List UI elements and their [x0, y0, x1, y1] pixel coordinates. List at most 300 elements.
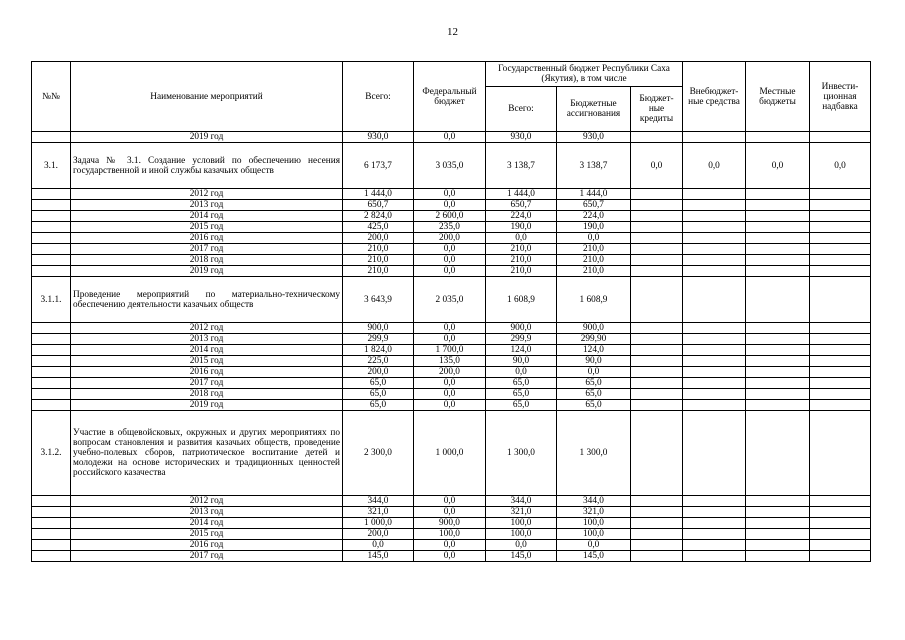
year-label: 2015 год	[71, 529, 343, 540]
empty-cell	[746, 334, 810, 345]
empty-cell	[631, 132, 683, 143]
section-total: 2 300,0	[343, 411, 414, 496]
empty-cell	[810, 266, 871, 277]
empty-cell	[810, 323, 871, 334]
empty-cell	[810, 200, 871, 211]
empty-cell	[631, 323, 683, 334]
year-state-assign: 65,0	[557, 400, 631, 411]
year-state-total: 321,0	[486, 507, 557, 518]
year-state-total: 0,0	[486, 233, 557, 244]
empty-cell	[631, 367, 683, 378]
empty-cell	[683, 529, 746, 540]
year-num-cell	[32, 367, 71, 378]
year-state-total: 65,0	[486, 389, 557, 400]
year-federal: 0,0	[414, 540, 486, 551]
year-total: 299,9	[343, 334, 414, 345]
empty-cell	[746, 529, 810, 540]
header-federal: Федеральный бюджет	[414, 62, 486, 132]
year-label: 2015 год	[71, 222, 343, 233]
year-num-cell	[32, 266, 71, 277]
year-label: 2013 год	[71, 334, 343, 345]
year-label: 2017 год	[71, 244, 343, 255]
empty-cell	[683, 255, 746, 266]
year-state-total: 65,0	[486, 378, 557, 389]
empty-cell	[746, 222, 810, 233]
year-state-assign: 90,0	[557, 356, 631, 367]
empty-cell	[810, 367, 871, 378]
table-header	[32, 62, 871, 132]
year-federal: 0,0	[414, 200, 486, 211]
year-num-cell	[32, 233, 71, 244]
year-state-total: 210,0	[486, 244, 557, 255]
year-state-assign: 299,90	[557, 334, 631, 345]
year-federal: 0,0	[414, 323, 486, 334]
empty-cell	[631, 244, 683, 255]
empty-cell	[746, 540, 810, 551]
empty-cell	[631, 507, 683, 518]
empty-cell	[683, 222, 746, 233]
year-state-total: 210,0	[486, 255, 557, 266]
year-num-cell	[32, 529, 71, 540]
section-state-credit	[631, 277, 683, 323]
year-federal: 0,0	[414, 244, 486, 255]
section-title: Задача № 3.1. Создание условий по обеспечению несения государственной и иной службы казачьих обществ	[71, 143, 343, 189]
empty-cell	[746, 266, 810, 277]
year-state-assign: 145,0	[557, 551, 631, 562]
year-row	[32, 233, 871, 244]
empty-cell	[746, 345, 810, 356]
empty-cell	[631, 389, 683, 400]
year-label: 2019 год	[71, 400, 343, 411]
empty-cell	[810, 529, 871, 540]
empty-cell	[631, 334, 683, 345]
empty-cell	[810, 132, 871, 143]
header-state-credit: Бюджет-ные кредиты	[631, 87, 683, 132]
section-num: 3.1.1.	[32, 277, 71, 323]
year-row	[32, 132, 871, 143]
year-row	[32, 222, 871, 233]
year-federal: 200,0	[414, 367, 486, 378]
empty-cell	[683, 244, 746, 255]
empty-cell	[631, 233, 683, 244]
year-label: 2016 год	[71, 367, 343, 378]
header-invest: Инвести-ционная надбавка	[810, 62, 871, 132]
header-num: №№	[32, 62, 71, 132]
empty-cell	[631, 540, 683, 551]
year-state-total: 100,0	[486, 518, 557, 529]
year-row	[32, 518, 871, 529]
empty-cell	[746, 132, 810, 143]
year-federal: 0,0	[414, 132, 486, 143]
year-state-total: 210,0	[486, 266, 557, 277]
year-total: 1 824,0	[343, 345, 414, 356]
year-federal: 900,0	[414, 518, 486, 529]
year-row	[32, 200, 871, 211]
empty-cell	[631, 496, 683, 507]
empty-cell	[810, 334, 871, 345]
year-total: 425,0	[343, 222, 414, 233]
section-state-total: 1 608,9	[486, 277, 557, 323]
empty-cell	[683, 334, 746, 345]
section-extra: 0,0	[683, 143, 746, 189]
year-num-cell	[32, 345, 71, 356]
year-state-assign: 930,0	[557, 132, 631, 143]
empty-cell	[746, 378, 810, 389]
empty-cell	[810, 518, 871, 529]
year-state-total: 65,0	[486, 400, 557, 411]
year-state-total: 930,0	[486, 132, 557, 143]
year-state-total: 124,0	[486, 345, 557, 356]
year-num-cell	[32, 222, 71, 233]
section-invest	[810, 411, 871, 496]
section-title: Проведение мероприятий по материально-техническому обеспечению деятельности казачьих обществ	[71, 277, 343, 323]
year-label: 2014 год	[71, 211, 343, 222]
year-total: 930,0	[343, 132, 414, 143]
empty-cell	[746, 496, 810, 507]
year-total: 210,0	[343, 244, 414, 255]
year-state-assign: 650,7	[557, 200, 631, 211]
year-total: 65,0	[343, 378, 414, 389]
section-federal: 1 000,0	[414, 411, 486, 496]
year-label: 2012 год	[71, 323, 343, 334]
year-state-assign: 224,0	[557, 211, 631, 222]
empty-cell	[746, 518, 810, 529]
year-state-total: 100,0	[486, 529, 557, 540]
empty-cell	[631, 518, 683, 529]
year-label: 2019 год	[71, 266, 343, 277]
year-num-cell	[32, 400, 71, 411]
empty-cell	[631, 529, 683, 540]
year-row	[32, 323, 871, 334]
year-row	[32, 389, 871, 400]
empty-cell	[631, 211, 683, 222]
year-label: 2017 год	[71, 378, 343, 389]
header-extra: Внебюджет-ные средства	[683, 62, 746, 132]
empty-cell	[746, 233, 810, 244]
year-num-cell	[32, 255, 71, 266]
year-total: 1 000,0	[343, 518, 414, 529]
header-local: Местные бюджеты	[746, 62, 810, 132]
year-row	[32, 496, 871, 507]
empty-cell	[683, 378, 746, 389]
header-state-assign: Бюджетные ассигнования	[557, 87, 631, 132]
empty-cell	[683, 345, 746, 356]
section-num: 3.1.	[32, 143, 71, 189]
year-num-cell	[32, 551, 71, 562]
empty-cell	[746, 551, 810, 562]
empty-cell	[631, 222, 683, 233]
empty-cell	[746, 367, 810, 378]
year-row	[32, 378, 871, 389]
empty-cell	[810, 233, 871, 244]
year-label: 2019 год	[71, 132, 343, 143]
empty-cell	[683, 189, 746, 200]
empty-cell	[810, 222, 871, 233]
year-federal: 2 600,0	[414, 211, 486, 222]
year-row	[32, 367, 871, 378]
year-federal: 0,0	[414, 507, 486, 518]
year-label: 2012 год	[71, 189, 343, 200]
section-total: 6 173,7	[343, 143, 414, 189]
header-state-total: Всего:	[486, 87, 557, 132]
empty-cell	[683, 389, 746, 400]
empty-cell	[810, 378, 871, 389]
year-state-assign: 190,0	[557, 222, 631, 233]
year-state-assign: 65,0	[557, 378, 631, 389]
year-federal: 135,0	[414, 356, 486, 367]
empty-cell	[631, 345, 683, 356]
year-row	[32, 255, 871, 266]
year-federal: 0,0	[414, 334, 486, 345]
year-federal: 0,0	[414, 255, 486, 266]
year-label: 2017 год	[71, 551, 343, 562]
section-extra	[683, 277, 746, 323]
year-row	[32, 400, 871, 411]
year-num-cell	[32, 507, 71, 518]
section-local	[746, 277, 810, 323]
section-state-assign: 3 138,7	[557, 143, 631, 189]
empty-cell	[683, 132, 746, 143]
empty-cell	[631, 189, 683, 200]
empty-cell	[746, 244, 810, 255]
empty-cell	[810, 400, 871, 411]
year-label: 2013 год	[71, 507, 343, 518]
year-state-total: 1 444,0	[486, 189, 557, 200]
year-num-cell	[32, 200, 71, 211]
year-total: 225,0	[343, 356, 414, 367]
section-federal: 2 035,0	[414, 277, 486, 323]
section-state-assign: 1 300,0	[557, 411, 631, 496]
budget-table	[31, 61, 871, 562]
section-title: Участие в общевойсковых, окружных и других мероприятиях по вопросам становления и развития казачьих обществ, проведение учебно-полевых сборов, патриотическое воспитание детей и молодежи на основе исторических и традиционных ценностей российского казачества	[71, 411, 343, 496]
year-total: 65,0	[343, 389, 414, 400]
year-state-total: 650,7	[486, 200, 557, 211]
empty-cell	[746, 356, 810, 367]
year-state-total: 224,0	[486, 211, 557, 222]
section-state-total: 3 138,7	[486, 143, 557, 189]
year-label: 2015 год	[71, 356, 343, 367]
year-state-assign: 210,0	[557, 255, 631, 266]
year-num-cell	[32, 334, 71, 345]
empty-cell	[683, 200, 746, 211]
section-row	[32, 143, 871, 189]
year-row	[32, 211, 871, 222]
year-label: 2018 год	[71, 389, 343, 400]
year-row	[32, 266, 871, 277]
year-state-assign: 210,0	[557, 244, 631, 255]
empty-cell	[683, 551, 746, 562]
section-total: 3 643,9	[343, 277, 414, 323]
year-state-assign: 1 444,0	[557, 189, 631, 200]
section-extra	[683, 411, 746, 496]
year-federal: 0,0	[414, 496, 486, 507]
empty-cell	[631, 266, 683, 277]
year-federal: 0,0	[414, 400, 486, 411]
empty-cell	[631, 356, 683, 367]
empty-cell	[683, 367, 746, 378]
empty-cell	[683, 540, 746, 551]
year-total: 210,0	[343, 266, 414, 277]
section-state-assign: 1 608,9	[557, 277, 631, 323]
year-total: 200,0	[343, 529, 414, 540]
empty-cell	[631, 255, 683, 266]
empty-cell	[631, 551, 683, 562]
year-row	[32, 551, 871, 562]
year-label: 2018 год	[71, 255, 343, 266]
year-total: 900,0	[343, 323, 414, 334]
section-invest	[810, 277, 871, 323]
empty-cell	[810, 496, 871, 507]
empty-cell	[683, 496, 746, 507]
header-state-group: Государственный бюджет Республики Саха (Якутия), в том числе	[486, 62, 683, 87]
page-number: 12	[447, 26, 458, 38]
year-state-total: 90,0	[486, 356, 557, 367]
header-name: Наименование мероприятий	[71, 62, 343, 132]
section-num: 3.1.2.	[32, 411, 71, 496]
year-num-cell	[32, 132, 71, 143]
empty-cell	[810, 507, 871, 518]
year-label: 2012 год	[71, 496, 343, 507]
year-total: 2 824,0	[343, 211, 414, 222]
year-num-cell	[32, 244, 71, 255]
year-num-cell	[32, 323, 71, 334]
section-state-total: 1 300,0	[486, 411, 557, 496]
year-label: 2014 год	[71, 518, 343, 529]
year-state-total: 190,0	[486, 222, 557, 233]
empty-cell	[746, 389, 810, 400]
year-total: 321,0	[343, 507, 414, 518]
empty-cell	[683, 507, 746, 518]
section-row	[32, 411, 871, 496]
empty-cell	[683, 356, 746, 367]
section-local: 0,0	[746, 143, 810, 189]
year-federal: 235,0	[414, 222, 486, 233]
year-total: 0,0	[343, 540, 414, 551]
year-num-cell	[32, 378, 71, 389]
year-state-total: 0,0	[486, 367, 557, 378]
year-federal: 0,0	[414, 189, 486, 200]
year-federal: 200,0	[414, 233, 486, 244]
year-state-assign: 65,0	[557, 389, 631, 400]
year-total: 210,0	[343, 255, 414, 266]
year-state-assign: 344,0	[557, 496, 631, 507]
year-total: 650,7	[343, 200, 414, 211]
section-local	[746, 411, 810, 496]
year-row	[32, 356, 871, 367]
year-state-assign: 210,0	[557, 266, 631, 277]
year-row	[32, 334, 871, 345]
year-total: 344,0	[343, 496, 414, 507]
empty-cell	[683, 233, 746, 244]
section-state-credit	[631, 411, 683, 496]
empty-cell	[810, 345, 871, 356]
year-state-assign: 0,0	[557, 540, 631, 551]
empty-cell	[683, 323, 746, 334]
empty-cell	[746, 211, 810, 222]
year-row	[32, 507, 871, 518]
year-label: 2016 год	[71, 233, 343, 244]
empty-cell	[683, 266, 746, 277]
year-state-assign: 100,0	[557, 518, 631, 529]
year-num-cell	[32, 540, 71, 551]
year-state-total: 900,0	[486, 323, 557, 334]
year-state-assign: 124,0	[557, 345, 631, 356]
section-row	[32, 277, 871, 323]
year-total: 200,0	[343, 367, 414, 378]
year-row	[32, 189, 871, 200]
year-total: 145,0	[343, 551, 414, 562]
year-state-total: 344,0	[486, 496, 557, 507]
year-num-cell	[32, 389, 71, 400]
empty-cell	[683, 518, 746, 529]
year-federal: 0,0	[414, 266, 486, 277]
year-state-assign: 0,0	[557, 233, 631, 244]
empty-cell	[683, 211, 746, 222]
year-num-cell	[32, 211, 71, 222]
empty-cell	[746, 507, 810, 518]
empty-cell	[746, 400, 810, 411]
year-row	[32, 244, 871, 255]
empty-cell	[810, 244, 871, 255]
year-state-assign: 100,0	[557, 529, 631, 540]
year-row	[32, 540, 871, 551]
empty-cell	[746, 255, 810, 266]
year-federal: 100,0	[414, 529, 486, 540]
empty-cell	[810, 189, 871, 200]
empty-cell	[683, 400, 746, 411]
year-label: 2014 год	[71, 345, 343, 356]
empty-cell	[746, 189, 810, 200]
empty-cell	[631, 378, 683, 389]
empty-cell	[810, 389, 871, 400]
year-state-total: 145,0	[486, 551, 557, 562]
year-label: 2016 год	[71, 540, 343, 551]
year-total: 65,0	[343, 400, 414, 411]
empty-cell	[810, 551, 871, 562]
year-state-total: 0,0	[486, 540, 557, 551]
year-row	[32, 345, 871, 356]
year-state-assign: 0,0	[557, 367, 631, 378]
empty-cell	[810, 211, 871, 222]
empty-cell	[746, 323, 810, 334]
section-invest: 0,0	[810, 143, 871, 189]
year-state-total: 299,9	[486, 334, 557, 345]
empty-cell	[631, 400, 683, 411]
year-total: 200,0	[343, 233, 414, 244]
section-state-credit: 0,0	[631, 143, 683, 189]
year-federal: 0,0	[414, 378, 486, 389]
year-num-cell	[32, 189, 71, 200]
year-total: 1 444,0	[343, 189, 414, 200]
year-num-cell	[32, 518, 71, 529]
year-row	[32, 529, 871, 540]
year-federal: 0,0	[414, 551, 486, 562]
year-federal: 0,0	[414, 389, 486, 400]
year-state-assign: 900,0	[557, 323, 631, 334]
empty-cell	[631, 200, 683, 211]
year-federal: 1 700,0	[414, 345, 486, 356]
section-federal: 3 035,0	[414, 143, 486, 189]
year-state-assign: 321,0	[557, 507, 631, 518]
empty-cell	[810, 255, 871, 266]
year-num-cell	[32, 496, 71, 507]
table-body	[32, 132, 871, 562]
year-label: 2013 год	[71, 200, 343, 211]
empty-cell	[810, 540, 871, 551]
header-total: Всего:	[343, 62, 414, 132]
year-num-cell	[32, 356, 71, 367]
empty-cell	[746, 200, 810, 211]
